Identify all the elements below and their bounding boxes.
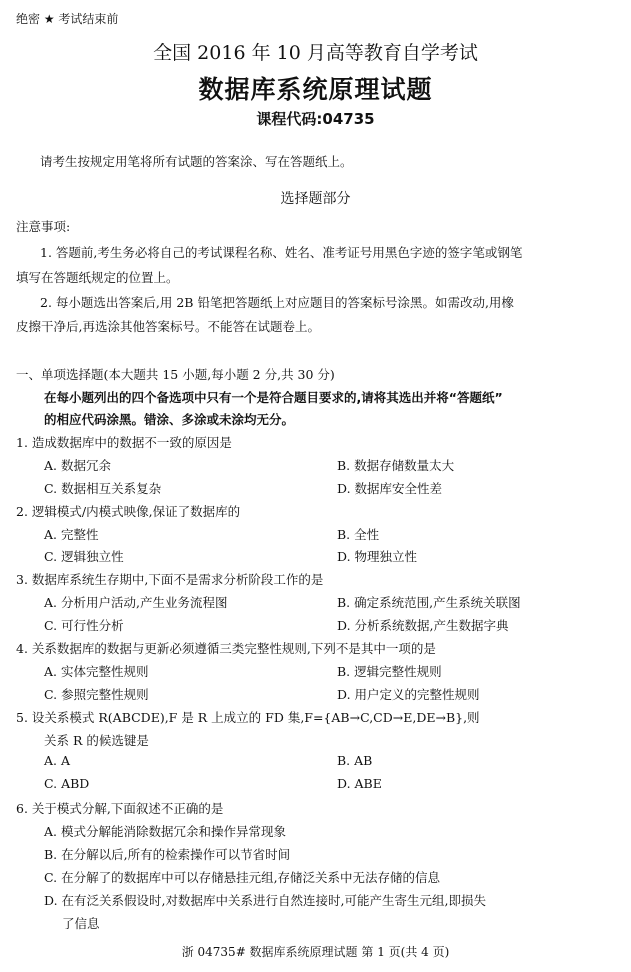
course-code: 课程代码:04735 bbox=[256, 110, 375, 128]
question-4-option-a: A. 实体完整性规则 bbox=[44, 664, 149, 679]
question-6-stem: 6. 关于模式分解,下面叙述不正确的是 bbox=[16, 801, 224, 816]
question-5-stem-line-2: 关系 R 的候选键是 bbox=[44, 733, 149, 748]
notice-item-2-line-2: 皮擦干净后,再选涂其他答案标号。不能答在试题卷上。 bbox=[16, 319, 320, 334]
question-3-stem: 3. 数据库系统生存期中,下面不是需求分析阶段工作的是 bbox=[16, 572, 324, 587]
question-6-option-b: B. 在分解以后,所有的检索操作可以节省时间 bbox=[44, 847, 291, 862]
question-1-option-b: B. 数据存储数量太大 bbox=[337, 458, 455, 473]
part-title: 选择题部分 bbox=[280, 191, 351, 207]
question-6-option-c: C. 在分解了的数据库中可以存储悬挂元组,存储泛关系中无法存储的信息 bbox=[44, 870, 441, 885]
page-footer: 浙 04735# 数据库系统原理试题 第 1 页(共 4 页) bbox=[181, 945, 450, 959]
instruction-text: 请考生按规定用笔将所有试题的答案涂、写在答题纸上。 bbox=[40, 154, 353, 169]
question-4-option-d: D. 用户定义的完整性规则 bbox=[337, 687, 480, 702]
question-3-option-a: A. 分析用户活动,产生业务流程图 bbox=[44, 595, 228, 610]
question-4-option-c: C. 参照完整性规则 bbox=[44, 687, 149, 702]
question-5-option-a: A. A bbox=[44, 753, 71, 768]
confidential-label: 绝密 ★ 考试结束前 bbox=[16, 12, 119, 26]
question-1-option-d: D. 数据库安全性差 bbox=[337, 481, 443, 496]
notice-title: 注意事项: bbox=[16, 219, 71, 234]
question-2-option-b: B. 全性 bbox=[337, 527, 380, 542]
question-6-option-a: A. 模式分解能消除数据冗余和操作异常现象 bbox=[44, 824, 286, 839]
exam-title: 全国 2016 年 10 月高等教育自学考试 bbox=[153, 42, 478, 64]
notice-item-2-line-1: 2. 每小题选出答案后,用 2B 铅笔把答题纸上对应题目的答案标号涂黑。如需改动,用橡 bbox=[40, 295, 514, 310]
section-desc-line-1: 在每小题列出的四个备选项中只有一个是符合题目要求的,请将其选出并将“答题纸” bbox=[44, 390, 503, 405]
notice-item-1-line-2: 填写在答题纸规定的位置上。 bbox=[16, 270, 179, 285]
question-4-stem: 4. 关系数据库的数据与更新必须遵循三类完整性规则,下列不是其中一项的是 bbox=[16, 641, 436, 656]
question-2-stem: 2. 逻辑模式/内模式映像,保证了数据库的 bbox=[16, 504, 241, 519]
question-5-option-c: C. ABD bbox=[44, 776, 90, 791]
question-6-option-d-line-2: 了信息 bbox=[62, 916, 100, 931]
question-2-option-c: C. 逻辑独立性 bbox=[44, 549, 124, 564]
question-5-option-b: B. AB bbox=[337, 753, 373, 768]
question-4-option-b: B. 逻辑完整性规则 bbox=[337, 664, 442, 679]
subject-title: 数据库系统原理试题 bbox=[198, 75, 433, 104]
question-5-stem: 5. 设关系模式 R(ABCDE),F 是 R 上成立的 FD 集,F={AB→C,CD→E,DE→B},则 bbox=[16, 710, 480, 725]
question-1-option-a: A. 数据冗余 bbox=[44, 458, 111, 473]
question-2-option-a: A. 完整性 bbox=[44, 527, 99, 542]
notice-item-1-line-1: 1. 答题前,考生务必将自己的考试课程名称、姓名、准考证号用黑色字迹的签字笔或钢笔 bbox=[40, 245, 523, 260]
question-1-stem: 1. 造成数据库中的数据不一致的原因是 bbox=[16, 435, 232, 450]
question-6-option-d: D. 在有泛关系假设时,对数据库中关系进行自然连接时,可能产生寄生元组,即损失 bbox=[44, 893, 486, 908]
question-2-option-d: D. 物理独立性 bbox=[337, 549, 418, 564]
question-3-option-b: B. 确定系统范围,产生系统关联图 bbox=[337, 595, 521, 610]
section-desc-line-2: 的相应代码涂黑。错涂、多涂或未涂均无分。 bbox=[44, 412, 295, 427]
question-1-option-c: C. 数据相互关系复杂 bbox=[44, 481, 162, 496]
question-5-option-d: D. ABE bbox=[337, 776, 382, 791]
question-3-option-c: C. 可行性分析 bbox=[44, 618, 124, 633]
section-title: 一、单项选择题(本大题共 15 小题,每小题 2 分,共 30 分) bbox=[16, 367, 335, 382]
question-3-option-d: D. 分析系统数据,产生数据字典 bbox=[337, 618, 509, 633]
